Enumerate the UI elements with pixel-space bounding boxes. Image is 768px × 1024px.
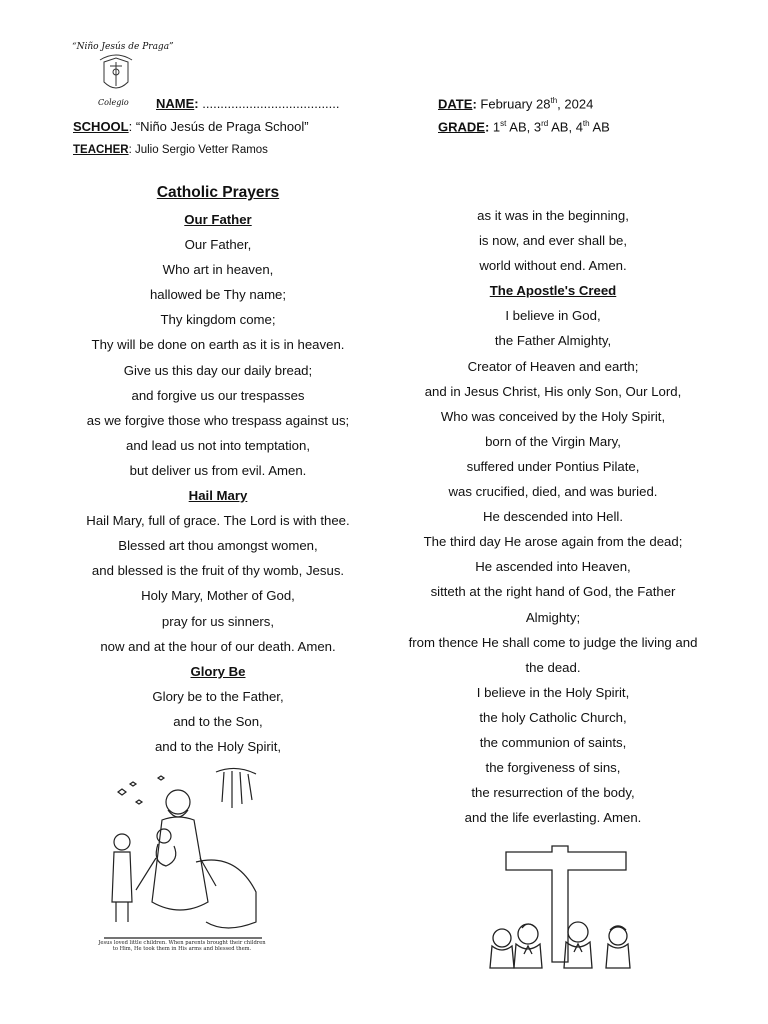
creed-line: I believe in God, xyxy=(505,308,601,324)
name-label: NAME xyxy=(156,96,195,111)
teacher-field xyxy=(73,144,268,156)
grade-3-suffix: rd xyxy=(541,119,549,128)
creed-line: He ascended into Heaven, xyxy=(475,559,631,575)
grade-1-suffix: st xyxy=(500,119,507,128)
hail-mary-title: Hail Mary xyxy=(188,488,248,504)
teacher-value: : Julio Sergio Vetter Ramos xyxy=(128,144,268,156)
grade-3-rest: AB, 4 xyxy=(551,119,583,135)
our-father-line: as we forgive those who trespass against us; xyxy=(86,412,350,428)
creed-line: was crucified, died, and was buried. xyxy=(448,484,658,500)
our-father-line: Thy kingdom come; xyxy=(160,312,276,328)
our-father-line: and lead us not into temptation, xyxy=(125,437,311,453)
left-column xyxy=(68,179,368,759)
name-field[interactable] xyxy=(156,96,340,111)
hail-mary-line: Hail Mary, full of grace. The Lord is with thee. xyxy=(86,513,350,529)
name-value: ...................................... xyxy=(202,96,340,111)
grade-4-suffix: th xyxy=(582,119,590,128)
our-father-line: Give us this day our daily bread; xyxy=(123,362,313,378)
our-father-line: and forgive us our trespasses xyxy=(131,387,305,403)
school-value: : “Niño Jesús de Praga School” xyxy=(128,119,309,134)
grade-field xyxy=(438,119,610,134)
hail-mary-line: now and at the hour of our death. Amen. xyxy=(100,638,336,654)
cross-children-illustration xyxy=(486,842,636,972)
grade-colon: : xyxy=(484,119,490,135)
glory-be-title: Glory Be xyxy=(190,663,246,679)
grade-4-rest: AB xyxy=(592,119,610,135)
date-value: February 28 xyxy=(480,96,551,112)
date-label: DATE xyxy=(438,96,473,112)
illustration-caption: Jesus loved little children. When parents brought their children to Him, He took them in His arms and blessed them. xyxy=(98,940,266,952)
teacher-label: TEACHER xyxy=(73,144,129,156)
jesus-children-illustration xyxy=(96,762,268,968)
date-colon: : xyxy=(472,96,477,112)
school-field xyxy=(73,119,309,134)
logo-script-text: “Niño Jesús de Praga” xyxy=(72,42,174,52)
glory-be-line: is now, and ever shall be, xyxy=(478,233,628,249)
creed-title: The Apostle's Creed xyxy=(489,283,617,299)
our-father-line: Our Father, xyxy=(184,237,252,253)
creed-line: Almighty; xyxy=(525,609,581,625)
grade-1: 1 xyxy=(492,119,501,135)
creed-line: I believe in the Holy Spirit, xyxy=(476,684,630,700)
creed-line: suffered under Pontius Pilate, xyxy=(466,458,640,474)
cross-icon xyxy=(486,842,636,972)
creed-line: the communion of saints, xyxy=(479,734,627,750)
page-title: Catholic Prayers xyxy=(156,184,280,201)
our-father-line: Thy will be done on earth as it is in heaven. xyxy=(91,337,345,353)
creed-line: the dead. xyxy=(525,659,581,675)
creed-line: Who was conceived by the Holy Spirit, xyxy=(440,408,666,424)
logo-sub-text: Colegio xyxy=(98,98,129,107)
glory-be-line: world without end. Amen. xyxy=(479,258,627,274)
glory-be-line: Glory be to the Father, xyxy=(152,688,284,704)
hail-mary-line: Blessed art thou amongst women, xyxy=(118,538,318,554)
creed-line: and in Jesus Christ, His only Son, Our Lord, xyxy=(424,383,682,399)
school-label: SCHOOL xyxy=(73,119,129,134)
date-suffix: th xyxy=(550,96,558,105)
date-year: , 2024 xyxy=(557,96,594,112)
creed-line: sitteth at the right hand of God, the Father xyxy=(430,584,676,600)
creed-line: the forgiveness of sins, xyxy=(485,760,621,776)
our-father-line: hallowed be Thy name; xyxy=(149,287,287,303)
date-field xyxy=(438,96,593,111)
creed-line: the holy Catholic Church, xyxy=(479,709,627,725)
grade-1-rest: AB, 3 xyxy=(509,119,542,135)
creed-line: He descended into Hell. xyxy=(482,509,624,525)
creed-line: Creator of Heaven and earth; xyxy=(467,358,639,374)
grade-label: GRADE xyxy=(438,119,485,135)
jesus-children-drawing-icon xyxy=(96,762,268,968)
creed-line: born of the Virgin Mary, xyxy=(485,433,621,449)
glory-be-line: and to the Son, xyxy=(173,713,263,729)
creed-line: the resurrection of the body, xyxy=(471,785,635,801)
hail-mary-line: Holy Mary, Mother of God, xyxy=(141,588,295,604)
name-colon: : xyxy=(194,96,199,111)
hail-mary-line: and blessed is the fruit of thy womb, Jesus. xyxy=(91,563,345,579)
hail-mary-line: pray for us sinners, xyxy=(161,613,275,629)
school-logo xyxy=(70,42,174,114)
creed-line: The third day He arose again from the dead; xyxy=(423,534,683,550)
our-father-title: Our Father xyxy=(184,212,252,227)
right-column xyxy=(403,203,703,830)
glory-be-line: and to the Holy Spirit, xyxy=(154,738,282,754)
our-father-line: but deliver us from evil. Amen. xyxy=(129,462,307,478)
our-father-line: Who art in heaven, xyxy=(162,262,274,278)
creed-line: from thence He shall come to judge the living and xyxy=(408,634,698,650)
glory-be-line: as it was in the beginning, xyxy=(477,208,629,223)
creed-line: and the life everlasting. Amen. xyxy=(464,810,642,826)
creed-line: the Father Almighty, xyxy=(494,333,612,349)
